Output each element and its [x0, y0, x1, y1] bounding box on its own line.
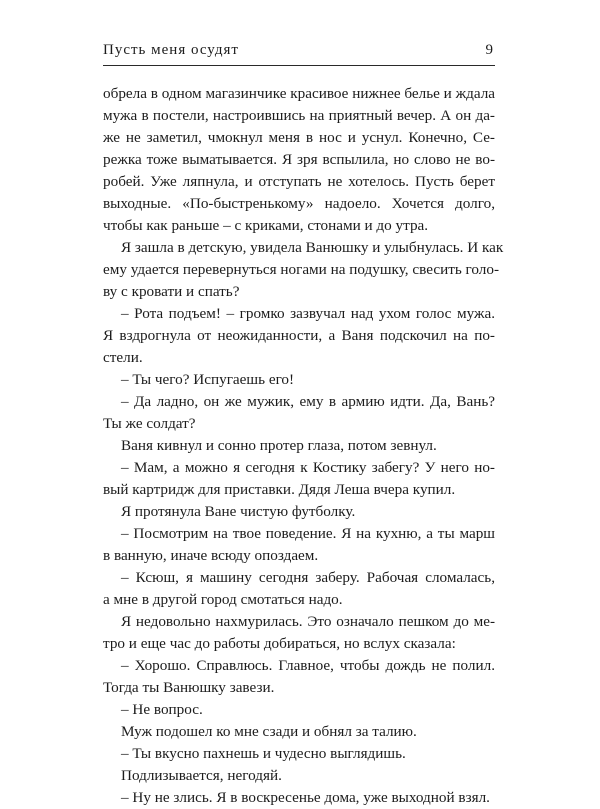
text-line: – Ты чего? Испугаешь его! [121, 371, 295, 388]
text-line: мужа в постели, настроившись на приятный вечер. А он да- [103, 107, 495, 124]
text-line: Ваня кивнул и сонно протер глаза, потом зевнул. [121, 437, 437, 454]
text-line: стели. [103, 349, 143, 366]
text-line: Я протянула Ване чистую футболку. [121, 503, 356, 520]
text-line: тро и еще час до работы добираться, но вслух сказала: [103, 635, 456, 652]
header-rule [103, 65, 495, 66]
text-line: Подлизывается, негодяй. [121, 767, 282, 784]
text-line: выходные. «По-быстренькому» надоело. Хочется долго, [103, 195, 495, 212]
text-line: – Да ладно, он же мужик, ему в армию идти. Да, Вань? [121, 393, 495, 410]
text-line: же не заметил, чмокнул меня в нос и уснул. Конечно, Се- [103, 129, 495, 146]
text-line: ему удается перевернуться ногами на подушку, свесить голо- [103, 261, 500, 278]
text-line: Тогда ты Ванюшку завези. [103, 679, 275, 696]
text-line: – Ну не злись. Я в воскресенье дома, уже выходной взял. [121, 789, 490, 806]
text-line: Ты же солдат? [103, 415, 196, 432]
text-line: чтобы как раньше – с криками, стонами и до утра. [103, 217, 429, 234]
text-line: – Ксюш, я машину сегодня заберу. Рабочая сломалась, [121, 569, 495, 586]
text-line: режка тоже выматывается. Я зря вспылила, но слово не во- [103, 151, 495, 168]
page-number: 9 [485, 42, 493, 58]
text-line: а мне в другой город смотаться надо. [103, 591, 343, 608]
text-line: робей. Уже ляпнула, и отступать не хотелось. Пусть берет [103, 173, 495, 190]
body-text [103, 83, 504, 809]
text-line: Я недовольно нахмурилась. Это означало пешком до ме- [121, 613, 495, 630]
text-line: – Хорошо. Справлюсь. Главное, чтобы дождь не полил. [121, 657, 495, 674]
text-line: Я зашла в детскую, увидела Ванюшку и улыбнулась. И как [121, 239, 504, 256]
text-line: – Посмотрим на твое поведение. Я на кухню, а ты марш [121, 525, 495, 542]
text-line: Муж подошел ко мне сзади и обнял за талию. [121, 723, 417, 740]
text-line: – Ты вкусно пахнешь и чудесно выглядишь. [121, 745, 406, 762]
page-header [103, 34, 495, 64]
text-line: ву с кровати и спать? [103, 283, 240, 300]
text-line: – Рота подъем! – громко зазвучал над ухом голос мужа. [121, 305, 495, 322]
running-title: Пусть меня осудят [103, 42, 239, 58]
text-line: Я вздрогнула от неожиданности, а Ваня подскочил на по- [103, 327, 495, 344]
text-line: обрела в одном магазинчике красивое нижнее белье и ждала [103, 85, 496, 102]
text-line: в ванную, иначе всюду опоздаем. [103, 547, 319, 564]
text-line: вый картридж для приставки. Дядя Леша вчера купил. [103, 481, 456, 498]
text-line: – Не вопрос. [121, 701, 203, 718]
text-line: – Мам, а можно я сегодня к Костику забегу? У него но- [121, 459, 495, 476]
